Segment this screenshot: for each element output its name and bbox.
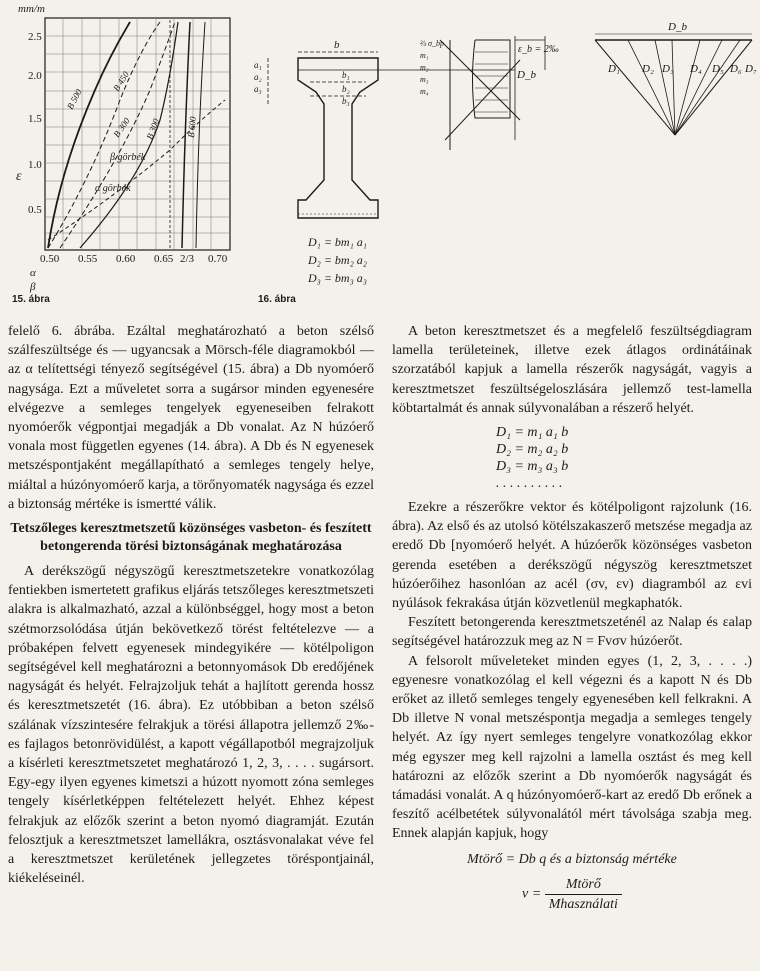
figure-15-caption: 15. ábra (12, 294, 50, 305)
formula-d2: D₂ = bm₂ a₂ (308, 253, 367, 267)
x-tick: 0.50 (40, 253, 60, 265)
x-axis-symbol-alpha: α (30, 267, 36, 279)
formula-d3: D₃ = bm₃ a₃ (308, 271, 367, 285)
strain-ray (445, 60, 520, 140)
polygon-label: D₅ (712, 63, 724, 75)
left-column (8, 322, 374, 888)
curve-label: B 450 (111, 69, 131, 94)
equation-d3: D₃ = m₃ a₃ b (496, 459, 569, 475)
right-paragraph-2: Ezekre a részerőkre vektor és kötélpoligont rajzolunk (16. ábra). Az első és az utolsó kötélszakaszerő metszése megadja az eredő Db [nyomóerő helyét. A húzóerők közönséges vasbeton gerenda esetében a derékszögű négyszög keresztmetszet húzóerőihez hasonlóan az acél (σv, εv) diagramból az εvi nyúlások fekrakása útján közvetlenül megkaphatók. (392, 500, 752, 612)
y-unit-label: mm/m (18, 3, 45, 15)
curve-label: B 600 (186, 116, 198, 139)
polygon-label: D₇ (745, 63, 757, 75)
figure-16-caption: 16. ábra (258, 294, 296, 305)
polygon-total-label: D_b (668, 21, 687, 33)
x-axis-symbol-beta: β (30, 281, 36, 293)
y-tick: 1.5 (28, 113, 42, 125)
y-tick: 2.0 (28, 70, 42, 82)
x-tick: 0.70 (208, 253, 228, 265)
figure-16-section (268, 34, 752, 218)
left-paragraph-1: felelő 6. ábrába. Ezáltal meghatározható a beton szélső szálfeszültsége és — ugyancsak a Mörsch-féle diagramokból — az α telítettségi tényező segítségével (15. ábra) a Db nyomóerő nagysága. Ezt a műveletet sorra a sugársor minden egyenesére elvégezve a semleges tengelyek egyeneseiben felrakott nyomóerők végpontjai megadják a Db vonalat. Az N húzóerő vonala most független egyenes (14. ábra). A Db és N egyenesek metszéspontjaként megállapítható a semleges tengely helye, miáltal a húzónyomóerő karja, a törőnyomaték nagysága és ezzel a biztonság mértéke is ismertté válik. (8, 324, 374, 512)
curve-label: β görbék (110, 152, 146, 163)
dim-label: a₂ (254, 72, 262, 82)
y-tick: 0.5 (28, 204, 42, 216)
right-column (392, 322, 752, 920)
mtoro-formula: Mtörő = Db q és a biztonság mértéke (467, 851, 677, 867)
y-tick: 2.5 (28, 31, 42, 43)
polygon-label: D₃ (662, 63, 674, 75)
polygon-label: D₁ (608, 63, 620, 75)
equations-block (496, 424, 752, 492)
force-label: D_b (517, 69, 536, 81)
dim-label: b₃ (342, 96, 350, 106)
chart-grid (45, 18, 230, 250)
chart-frame (45, 18, 230, 250)
stress-label: m₃ (420, 75, 429, 84)
x-tick: 0.65 (154, 253, 174, 265)
fraction-numerator: Mtörő (545, 875, 622, 895)
stress-label: m₂ (420, 63, 429, 72)
equation-d2: D₂ = m₂ a₂ b (496, 442, 569, 458)
equation-dots: . . . . . . . . . . (496, 476, 563, 492)
dim-label: a₁ (254, 60, 262, 70)
formula-d1: D₁ = bm₁ a₁ (308, 235, 367, 249)
nu-symbol: ν = (522, 886, 542, 902)
curve-label: α görbék (95, 183, 131, 194)
y-axis-symbol: ε (16, 169, 22, 184)
curve-label: B 300 (144, 117, 162, 141)
figures-svg (0, 0, 760, 318)
stress-label: ⅔ σ_bp (420, 39, 444, 48)
dim-label: b (334, 39, 340, 51)
right-paragraph-3: Feszített betongerenda keresztmetszeténél az Nalap és εalap segítségével határozzuk meg az N = Fvσv húzóerőt. (392, 615, 752, 650)
curve-b450 (48, 22, 160, 248)
polygon-label: D₂ (642, 63, 654, 75)
figure-15-chart (45, 18, 230, 250)
right-paragraph-4: A felsorolt műveleteket minden egyes (1, 2, 3, . . . .) egyenesre vonatkozólag el kell végezni és a kapott N és Db erőket az illető semleges tengely egyenesében kell felkrakni. A Db illetve N vonal metszéspontja megadja a semleges tengely helyét. Az így nyert semleges tengelyre vonatkozólag ekkor még egyszer meg kell rajzolni a lamella osztást és meg kell határozni az előzők szerint a Db nyomóerők nagyságát és támadási vonalát. A q húzónyomóerő-kart az eredő Db erőnek a feszítő acélbetétek súlyvonalától mért távolsága szabja meg. Ennek alapján kapjuk, hogy (392, 653, 752, 842)
polygon-ray (675, 40, 752, 135)
stress-label: m₁ (420, 51, 429, 60)
right-paragraph-1: A beton keresztmetszet és a megfelelő feszültségdiagram lamella területeinek, illetve ezek átlagos ordinátáinak szorzatából kapjuk a lamella részerők nagyságát, vagyis a keresztmetszet feszültségeloszlására jellemző test-lamella köbtartalmát és annak súlyvonalában a részerő helyét. (392, 324, 752, 416)
dim-label: b₁ (342, 70, 350, 80)
polygon-label: D₄ (690, 63, 702, 75)
curve-beta-a (196, 22, 205, 248)
x-tick: 0.55 (78, 253, 98, 265)
dim-label: b₂ (342, 84, 350, 94)
figure-16-labels (254, 21, 757, 285)
safety-formula (392, 875, 752, 914)
polygon-label: D₆ (730, 63, 742, 75)
fraction-denominator: Mhasználati (548, 896, 618, 912)
equation-d1: D₁ = m₁ a₁ b (496, 425, 569, 441)
y-tick: 1.0 (28, 159, 42, 171)
curve-label: B 500 (64, 87, 84, 111)
figures-area (0, 0, 760, 318)
left-paragraph-2: A derékszögű négyszögű keresztmetszetekre vonatkozólag fentiekben ismertetett grafikus eljárás tetszőleges keresztmetszeti alakra is alkalmazható, azzal a különbséggel, hogy most a beton szétmorzsolódása útján bekövetkező törést feltételezve — a próbaképen felvett egyenesek mindegyikére — kötélpoligon segítségével kell meghatározni a betonnyomások Db eredőjének nagyságát és helyét. Felrajzoljuk tehát a hajlított gerenda hossz és keresztmetszetét (16. ábra). Ez utóbbiban a beton szélső szálának vízszintesére felrakjuk a törési állapotra jellemző 2‰-es fajlagos betonrövidülést, a kapott végállapotból megrajzoljuk a kísérleti keresztmetszetet meghatározó 1, 2, 3, . . . . sugársort. Egy-egy ilyen egyenes kimetszi a húzott nyomott zóna semleges tengely kísérletképpen feltételezett helyét. Ehhez képest felrakjuk az előzők szerint a beton nyomó diagramját. Ezután felosztjuk a keresztmetszet lamellákra, osztásvonalakat véve fel a keresztmetszet kerületének jellegzetes töréspontjainál, kiékeléseinél. (8, 564, 374, 887)
dim-label: a₃ (254, 84, 262, 94)
strain-label: ε_b = 2‰ (518, 44, 559, 55)
x-tick: 0.60 (116, 253, 136, 265)
stress-label: m₄ (420, 87, 429, 96)
safety-fraction (545, 875, 622, 914)
x-tick: 2/3 (180, 253, 195, 265)
curve-label: B 300 (111, 116, 132, 140)
section-heading: Tetszőleges keresztmetszetű közönséges vasbeton- és feszített betongerenda törési biztonságának meghatározása (10, 521, 372, 555)
